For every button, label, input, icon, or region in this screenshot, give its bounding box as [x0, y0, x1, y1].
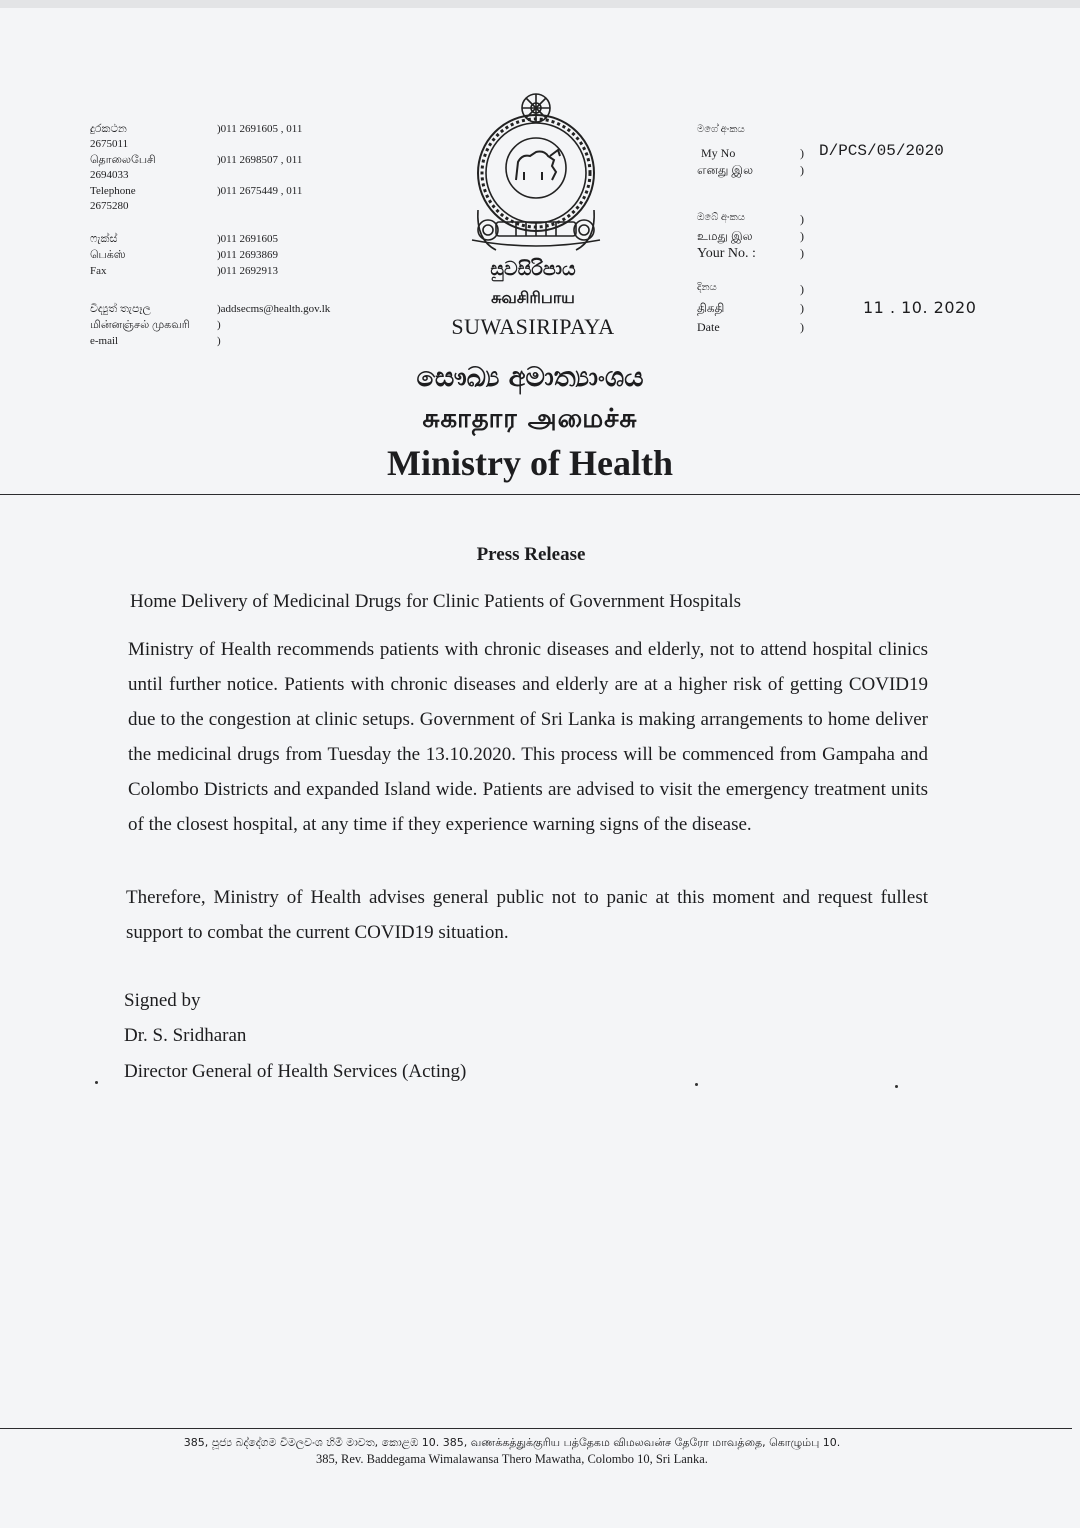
email-label-ta: மின்னஞ்சல் முகவரி — [90, 319, 190, 331]
telephone-line-3: )011 2675449 , 011 — [217, 185, 303, 197]
date-value: 11 . 10. 2020 — [863, 298, 977, 317]
emblem-name-sinhala: සුවසිරිපාය — [490, 258, 576, 280]
subject-line: Home Delivery of Medicinal Drugs for Clinic Patients of Government Hospitals — [130, 591, 742, 612]
telephone-line-2: )011 2698507 , 011 — [217, 154, 303, 166]
telephone-line-1-cont: 2675011 — [90, 138, 129, 150]
your-no-label-si: ඔබේ අංකය — [697, 212, 745, 223]
date-paren-1: ) — [800, 282, 804, 296]
ministry-name-english: Ministry of Health — [387, 443, 673, 483]
emblem-name-tamil: சுவசிரிபாய — [491, 288, 575, 307]
signatory-title: Director General of Health Services (Acting) — [124, 1061, 467, 1082]
email-label-en: e-mail — [90, 335, 119, 347]
email-label-si: විද්‍යුත් තැපෑල — [90, 303, 151, 315]
signed-by-label: Signed by — [124, 990, 201, 1011]
my-no-label-ta: எனது இல — [697, 163, 754, 177]
my-no-paren-1: ) — [800, 146, 804, 160]
telephone-line-3-cont: 2675280 — [90, 200, 129, 212]
signatory-name: Dr. S. Sridharan — [124, 1025, 247, 1046]
your-no-paren-1: ) — [800, 212, 804, 226]
press-release-heading: Press Release — [476, 544, 586, 565]
telephone-line-1: )011 2691605 , 011 — [217, 123, 303, 135]
telephone-label-si: දුරකථන — [90, 123, 127, 135]
ministry-name-tamil: சுகாதார அமைச்சு — [422, 404, 638, 434]
footer-address-si-ta: 385, පූජ්‍ය බද්දේගම විමලවංශ හිමි මාවත, කොළඹ 10. 385, வணக்கத்துக்குரிய பத்தேகம விமலவன்ச தேரோ மாவத்தை, கொழும்பு 10. — [183, 1436, 841, 1449]
my-no-paren-2: ) — [800, 163, 804, 177]
ministry-name-sinhala: සෞඛ්‍ය අමාත්‍යාංශය — [416, 362, 644, 393]
email-paren-2: ) — [217, 319, 221, 331]
fax-line-2: )011 2693869 — [217, 249, 279, 261]
date-paren-3: ) — [800, 320, 804, 334]
telephone-label-en: Telephone — [90, 185, 136, 197]
body-paragraph-2: Therefore, Ministry of Health advises general public not to panic at this moment and request fullest support to combat the current COVID19 situation. — [126, 887, 928, 943]
email-value[interactable]: )addsecms@health.gov.lk — [217, 303, 331, 315]
my-no-value: D/PCS/05/2020 — [819, 142, 944, 160]
fax-label-ta: பெக்ஸ் — [90, 249, 126, 261]
scan-top-edge — [0, 0, 1080, 8]
fax-line-3: )011 2692913 — [217, 265, 279, 277]
date-label-si: දිනය — [697, 282, 717, 293]
header-divider — [0, 494, 1080, 495]
emblem-name-english: SUWASIRIPAYA — [451, 314, 615, 339]
fax-label-en: Fax — [90, 265, 107, 277]
date-label-en: Date — [697, 320, 720, 334]
footer-address-en: 385, Rev. Baddegama Wimalawansa Thero Mawatha, Colombo 10, Sri Lanka. — [316, 1452, 708, 1466]
scan-speck — [695, 1083, 698, 1086]
sri-lanka-emblem-icon — [466, 90, 606, 265]
your-no-paren-3: ) — [800, 246, 804, 260]
fax-label-si: ෆැක්ස් — [90, 233, 118, 245]
date-paren-2: ) — [800, 301, 804, 315]
your-no-label-en: Your No. : — [697, 246, 756, 261]
fax-line-1: )011 2691605 — [217, 233, 279, 245]
footer-divider — [0, 1428, 1072, 1429]
body-paragraph-1: Ministry of Health recommends patients with chronic diseases and elderly, not to attend hospital clinics until further notice. Patients with chronic diseases and elderly are at a higher risk of getting COVID19 due to the congestion at clinic setups. Government of Sri Lanka is making arrangements to home deliver the medicinal drugs from Tuesday the 13.10.2020. This process will be commenced from Gampaha and Colombo Districts and expanded Island wide. Patients are advised to visit the emergency treatment units of the closest hospital, at any time if they experience warning signs of the disease. — [128, 639, 928, 835]
date-label-ta: திகதி — [697, 301, 725, 315]
telephone-line-2-cont: 2694033 — [90, 169, 129, 181]
scan-speck — [95, 1081, 98, 1084]
my-no-label-si: මගේ අංකය — [697, 124, 745, 135]
scan-speck — [895, 1085, 898, 1088]
email-paren-3: ) — [217, 335, 221, 347]
telephone-label-ta: தொலைபேசி — [90, 154, 156, 166]
my-no-label-en: My No — [701, 146, 736, 160]
your-no-paren-2: ) — [800, 229, 804, 243]
your-no-label-ta: உமது இல — [697, 229, 753, 243]
